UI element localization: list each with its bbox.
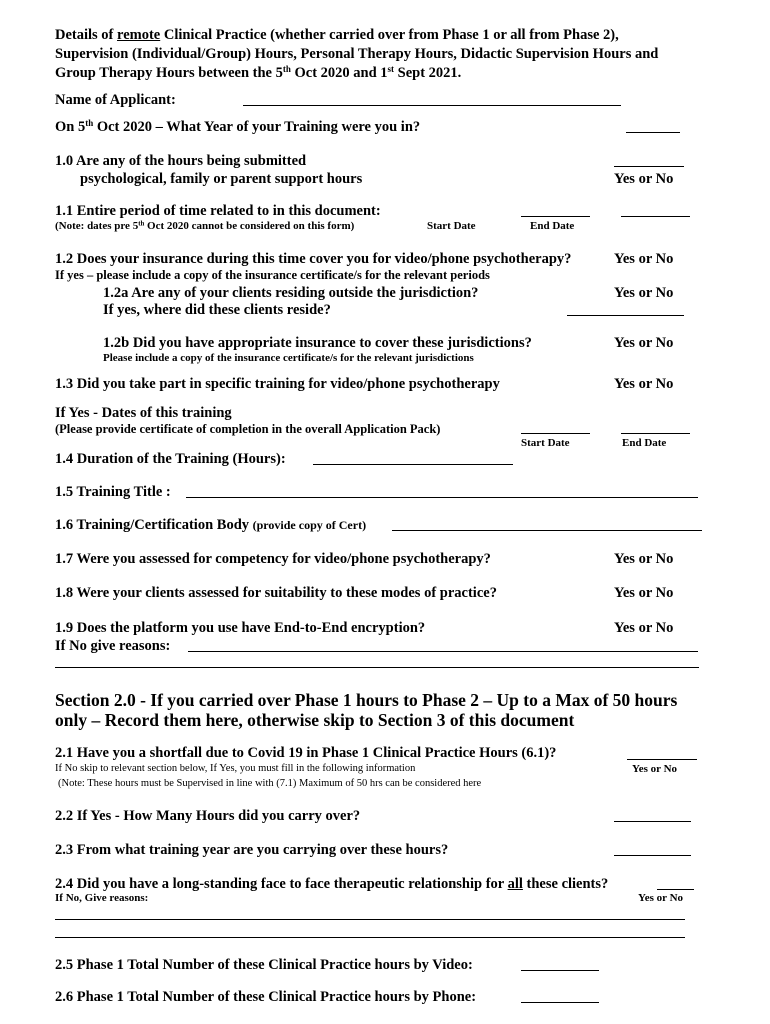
q2-1-label: 2.1 Have you a shortfall due to Covid 19 in Phase 1 Clinical Practice Hours (6.1)? — [55, 745, 557, 761]
training-end-date-label: End Date — [622, 437, 667, 449]
q2-2-hours-field[interactable] — [614, 821, 691, 822]
header-line-2: Supervision (Individual/Group) Hours, Personal Therapy Hours, Didactic Supervision Hours and — [55, 46, 659, 62]
q1-4-hours-field[interactable] — [313, 464, 513, 465]
q1-7-answer: Yes or No — [614, 551, 674, 567]
q1-8-answer: Yes or No — [614, 585, 674, 601]
q1-2a-answer: Yes or No — [614, 285, 674, 301]
q1-6-label: 1.6 Training/Certification Body (provide copy of Cert) — [55, 517, 367, 533]
q2-6-label: 2.6 Phase 1 Total Number of these Clinical Practice hours by Phone: — [55, 989, 477, 1005]
q2-1-note-1: If No skip to relevant section below, If Yes, you must fill in the following information — [55, 763, 416, 774]
q1-0-line-1: 1.0 Are any of the hours being submitted — [55, 153, 307, 169]
q1-1-end-date-label: End Date — [530, 220, 575, 232]
q1-9-answer: Yes or No — [614, 620, 674, 636]
q1-5-label: 1.5 Training Title : — [55, 484, 171, 500]
q1-7-label: 1.7 Were you assessed for competency for video/phone psychotherapy? — [55, 551, 491, 567]
training-start-date-field[interactable] — [521, 433, 590, 434]
q1-1-start-date-field[interactable] — [521, 216, 590, 217]
q2-5-video-hours-field[interactable] — [521, 970, 599, 971]
q1-1-label: 1.1 Entire period of time related to in this document: — [55, 203, 381, 219]
q2-1-note-2: (Note: These hours must be Supervised in line with (7.1) Maximum of 50 hrs can be considered here — [58, 778, 482, 789]
training-dates-note: (Please provide certificate of completion in the overall Application Pack) — [55, 422, 441, 436]
applicant-name-field[interactable] — [243, 105, 621, 106]
q1-2a-residence-field[interactable] — [567, 315, 684, 316]
q1-6-body-field[interactable] — [392, 530, 702, 531]
q2-3-label: 2.3 From what training year are you carrying over these hours? — [55, 842, 449, 858]
q1-9-label: 1.9 Does the platform you use have End-to-End encryption? — [55, 620, 426, 636]
q1-3-answer: Yes or No — [614, 376, 674, 392]
q1-1-start-date-label: Start Date — [427, 220, 476, 232]
q2-1-answer: Yes or No — [632, 763, 678, 775]
training-dates-label: If Yes - Dates of this training — [55, 405, 232, 421]
q1-2a-followup: If yes, where did these clients reside? — [103, 302, 331, 318]
q2-2-label: 2.2 If Yes - How Many Hours did you carry over? — [55, 808, 361, 824]
training-year-label: On 5th Oct 2020 – What Year of your Training were you in? — [55, 118, 421, 135]
q1-2-note: If yes – please include a copy of the insurance certificate/s for the relevant periods — [55, 268, 490, 282]
section-2-heading-line-1: Section 2.0 - If you carried over Phase 1 hours to Phase 2 – Up to a Max of 50 hours — [55, 690, 678, 710]
training-end-date-field[interactable] — [621, 433, 690, 434]
q1-5-title-field[interactable] — [186, 497, 698, 498]
q2-4-answer: Yes or No — [638, 892, 684, 904]
q1-2a-label: 1.2a Are any of your clients residing outside the jurisdiction? — [103, 285, 479, 301]
q1-2b-label: 1.2b Did you have appropriate insurance to cover these jurisdictions? — [103, 335, 532, 351]
q2-4-answer-field[interactable] — [657, 889, 694, 890]
q1-2b-note: Please include a copy of the insurance certificate/s for the relevant jurisdictions — [103, 352, 474, 364]
applicant-name-label: Name of Applicant: — [55, 92, 176, 108]
q1-4-label: 1.4 Duration of the Training (Hours): — [55, 451, 286, 467]
header-line-3: Group Therapy Hours between the 5th Oct 2020 and 1st Sept 2021. — [55, 64, 462, 81]
q2-4-reasons-field-2[interactable] — [55, 937, 685, 938]
q2-4-label: 2.4 Did you have a long-standing face to face therapeutic relationship for all these clients? — [55, 876, 609, 892]
q1-9-followup: If No give reasons: — [55, 638, 171, 654]
q2-1-answer-field[interactable] — [627, 759, 697, 760]
q1-0-answer: Yes or No — [614, 171, 674, 187]
q1-1-note: (Note: dates pre 5th Oct 2020 cannot be considered on this form) — [55, 220, 355, 232]
q2-5-label: 2.5 Phase 1 Total Number of these Clinical Practice hours by Video: — [55, 957, 473, 973]
training-start-date-label: Start Date — [521, 437, 570, 449]
q2-4-followup: If No, Give reasons: — [55, 892, 149, 904]
q1-3-label: 1.3 Did you take part in specific training for video/phone psychotherapy — [55, 376, 500, 392]
q2-4-reasons-field-1[interactable] — [55, 919, 685, 920]
q1-0-line-2: psychological, family or parent support hours — [80, 171, 363, 187]
q1-9-reasons-field-1[interactable] — [188, 651, 698, 652]
q1-2-label: 1.2 Does your insurance during this time cover you for video/phone psychotherapy? — [55, 251, 572, 267]
q1-1-end-date-field[interactable] — [621, 216, 690, 217]
q1-2b-answer: Yes or No — [614, 335, 674, 351]
q1-0-answer-field[interactable] — [614, 166, 684, 167]
q1-9-reasons-field-2[interactable] — [55, 667, 699, 668]
training-year-field[interactable] — [626, 132, 680, 133]
q1-2-answer: Yes or No — [614, 251, 674, 267]
header-line-1: Details of remote Clinical Practice (whether carried over from Phase 1 or all from Phase 2), — [55, 27, 619, 43]
section-2-heading-line-2: only – Record them here, otherwise skip to Section 3 of this document — [55, 710, 575, 730]
q2-6-phone-hours-field[interactable] — [521, 1002, 599, 1003]
q2-3-year-field[interactable] — [614, 855, 691, 856]
q1-8-label: 1.8 Were your clients assessed for suitability to these modes of practice? — [55, 585, 497, 601]
